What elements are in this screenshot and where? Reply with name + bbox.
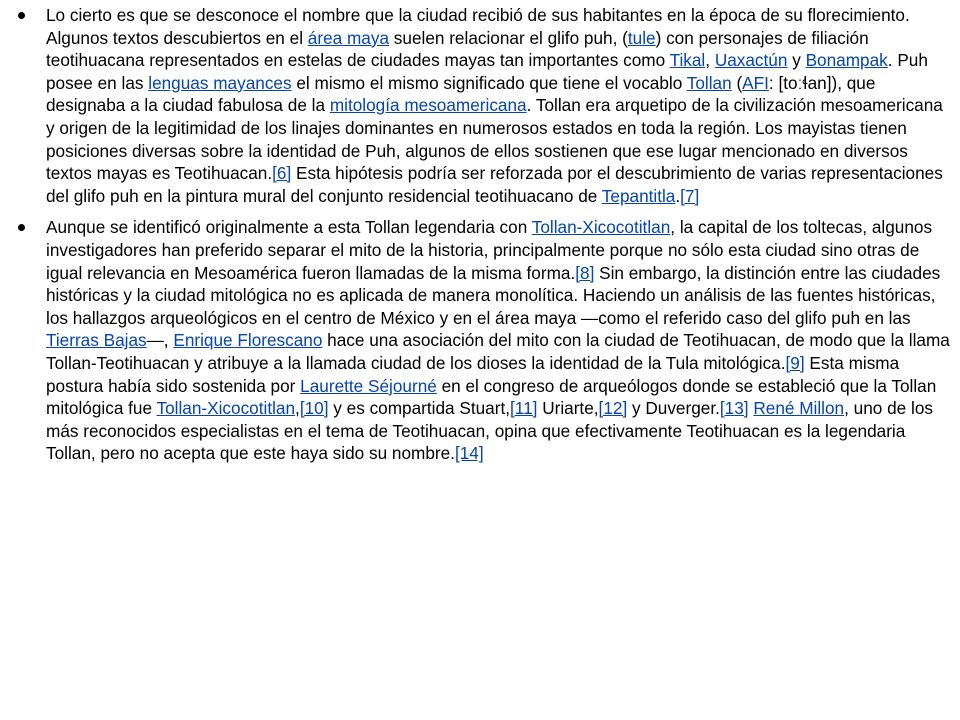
link-area-maya[interactable]: área maya	[307, 27, 390, 48]
bullet-dot-icon	[18, 12, 25, 19]
link-bonampak[interactable]: Bonampak	[805, 50, 888, 71]
link-tollan-xicocotitlan[interactable]: Tollan-Xicocotitlan	[531, 217, 671, 238]
link-laurette-sejourne[interactable]: Laurette Séjourné	[300, 375, 437, 396]
link-tierras-bajas[interactable]: Tierras Bajas	[46, 330, 147, 351]
citation-link-11[interactable]: [11]	[510, 398, 538, 419]
citation-link-6[interactable]: [6]	[272, 163, 292, 184]
bullet-item-puh-tollan: Lo cierto es que se desconoce el nombre que la ciudad recibió de sus habitantes en la época de su florecimiento. Algunos textos descubiertos en el área maya suelen relacionar el glifo puh, (tule) con personajes de filiación teotihuacana representados en estelas de ciudades mayas tan importantes como Tikal, Uaxactún y Bonampak. Puh posee en las lenguas mayances el mismo el mismo significado que tiene el vocablo Tollan (AFI: [toːɬan]), que designaba a la ciudad fabulosa de la mitología mesoamericana. Tollan era arquetipo de la civilización mesoamericana y origen de la legitimidad de los linajes dominantes en numerosos estados en toda la región. Los mayistas tienen posiciones diversas sobre la identidad de Puh, algunos de ellos sostienen que ese lugar mencionado en diversos textos mayas es Teotihuacan.[6] Esta hipótesis podría ser reforzada por el descubrimiento de varias representaciones del glifo puh en la pintura mural del conjunto residencial teotihuacano de Tepantitla.[7]	[16, 4, 950, 207]
bullet-list	[16, 4, 950, 465]
citation-link-7[interactable]: [7]	[680, 185, 700, 206]
bullet-dot-icon	[18, 224, 25, 231]
link-lenguas-mayances[interactable]: lenguas mayances	[148, 72, 292, 93]
citation-link-12[interactable]: [12]	[598, 398, 628, 419]
link-uaxactun[interactable]: Uaxactún	[714, 50, 788, 71]
bullet-item-tollan-teotihuacan: Aunque se identificó originalmente a esta Tollan legendaria con Tollan-Xicocotitlan, la capital de los toltecas, algunos investigadores han preferido separar el mito de la historia, principalmente porque no sólo esta ciudad sino otras de igual relevancia en Mesoamérica fueron llamadas de la misma forma.[8] Sin embargo, la distinción entre las ciudades históricas y la ciudad mitológica no es aplicada de manera monolítica. Haciendo un análisis de las fuentes históricas, los hallazgos arqueológicos en el centro de México y en el área maya —como el referido caso del glifo puh en las Tierras Bajas—, Enrique Florescano hace una asociación del mito con la ciudad de Teotihuacan, de modo que la llama Tollan-Teotihuacan y atribuye a la llamada ciudad de los dioses la identidad de la Tula mitológica.[9] Esta misma postura había sido sostenida por Laurette Séjourné en el congreso de arqueólogos donde se estableció que la Tollan mitológica fue Tollan-Xicocotitlan,[10] y es compartida Stuart,[11] Uriarte,[12] y Duverger.[13] René Millon, uno de los más reconocidos especialistas en el tema de Teotihuacan, opina que efectivamente Teotihuacan es la legendaria Tollan, pero no acepta que este haya sido su nombre.[14]	[16, 216, 950, 465]
link-tollan[interactable]: Tollan	[686, 72, 732, 93]
link-mitologia-mesoamericana[interactable]: mitología mesoamericana	[329, 95, 527, 116]
citation-link-8[interactable]: [8]	[575, 262, 595, 283]
link-rene-millon[interactable]: René Millon	[753, 398, 845, 419]
link-tikal[interactable]: Tikal	[669, 50, 706, 71]
citation-link-10[interactable]: [10]	[299, 398, 329, 419]
link-tepantitla[interactable]: Tepantitla	[601, 185, 676, 206]
citation-link-9[interactable]: [9]	[785, 352, 805, 373]
citation-link-13[interactable]: [13]	[719, 398, 749, 419]
link-enrique-florescano[interactable]: Enrique Florescano	[173, 330, 323, 351]
citation-link-14[interactable]: [14]	[454, 443, 484, 464]
link-tollan-xicocotitlan-2[interactable]: Tollan-Xicocotitlan	[156, 398, 296, 419]
link-afi[interactable]: AFI	[742, 72, 769, 93]
link-tule[interactable]: tule	[627, 27, 656, 48]
